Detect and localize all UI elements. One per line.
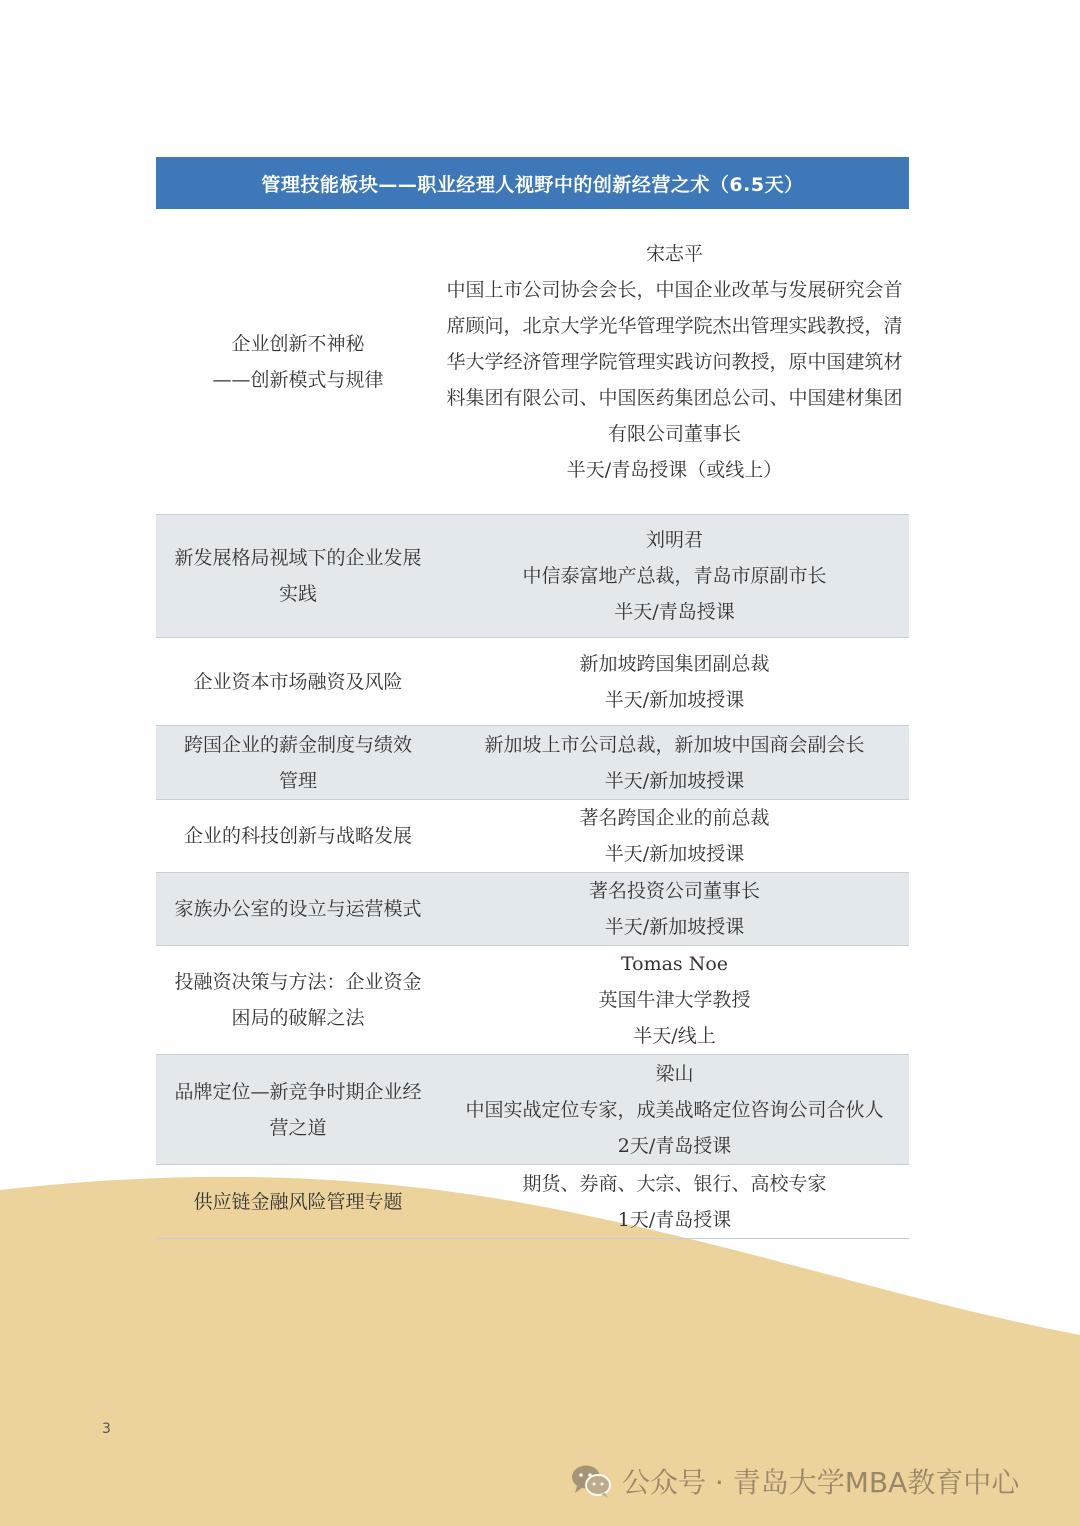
instructor-title: 中信泰富地产总裁，青岛市原副市长 — [522, 565, 827, 587]
instructor-cell — [440, 726, 909, 799]
schedule-text: 半天/线上 — [633, 1025, 716, 1047]
table-row — [156, 638, 909, 726]
topic-cell — [156, 638, 440, 725]
topic-line: ——创新模式与规律 — [212, 368, 384, 391]
watermark — [570, 1461, 1019, 1501]
table-row — [156, 726, 909, 800]
instructor-name: 刘明君 — [645, 529, 703, 551]
schedule-text: 半天/青岛授课（或线上） — [566, 458, 783, 481]
schedule-text: 半天/新加坡授课 — [604, 769, 745, 792]
topic-line: 家族办公室的设立与运营模式 — [174, 898, 422, 920]
topic-line: 新发展格局视域下的企业发展 — [174, 547, 422, 569]
topic-line: 企业的科技创新与战略发展 — [183, 825, 412, 847]
instructor-title: 著名跨国企业的前总裁 — [579, 807, 770, 829]
schedule-text: 1天/青岛授课 — [617, 1208, 732, 1231]
schedule-text: 半天/新加坡授课 — [604, 688, 745, 711]
course-table — [156, 157, 909, 1239]
instructor-title: 著名投资公司董事长 — [588, 880, 760, 902]
instructor-cell — [440, 873, 909, 945]
instructor-name: Tomas Noe — [620, 953, 729, 975]
topic-line: 管理 — [278, 769, 317, 792]
instructor-title: 中国实战定位专家，成美战略定位咨询公司合伙人 — [465, 1098, 884, 1121]
table-row — [156, 1055, 909, 1165]
instructor-bio — [440, 272, 908, 452]
topic-line: 供应链金融风险管理专题 — [193, 1190, 403, 1213]
table-row — [156, 873, 909, 946]
instructor-cell — [440, 515, 909, 637]
topic-cell — [156, 1165, 440, 1238]
table-row — [156, 209, 909, 515]
topic-cell — [156, 873, 440, 945]
table-row — [156, 800, 909, 873]
instructor-title: 新加坡跨国集团副总裁 — [579, 652, 770, 675]
instructor-cell — [440, 1165, 909, 1238]
topic-cell — [156, 726, 440, 799]
topic-cell — [156, 515, 440, 637]
topic-cell — [156, 946, 440, 1054]
schedule-text: 2天/青岛授课 — [617, 1134, 732, 1157]
wechat-icon — [570, 1463, 612, 1499]
table-header-title: 管理技能板块——职业经理人视野中的创新经营之术（6.5天） — [261, 173, 804, 196]
instructor-cell — [440, 800, 909, 872]
topic-line: 实践 — [278, 583, 317, 605]
topic-cell — [156, 209, 440, 514]
schedule-text: 半天/青岛授课 — [614, 601, 735, 623]
instructor-title: 英国牛津大学教授 — [598, 989, 751, 1011]
topic-line: 投融资决策与方法：企业资金 — [174, 971, 422, 993]
bio-line: 有限公司董事长 — [607, 422, 741, 445]
bio-line: 中国上市公司协会会长，中国企业改革与发展研究会首 — [446, 278, 903, 301]
table-row — [156, 946, 909, 1055]
topic-line: 企业创新不神秘 — [231, 332, 365, 355]
topic-cell — [156, 800, 440, 872]
schedule-text: 半天/新加坡授课 — [604, 843, 745, 865]
instructor-name: 宋志平 — [645, 242, 703, 265]
instructor-cell — [440, 638, 909, 725]
instructor-title: 新加坡上市公司总裁，新加坡中国商会副会长 — [484, 733, 865, 756]
instructor-name: 梁山 — [655, 1062, 694, 1085]
topic-cell — [156, 1055, 440, 1164]
bio-line: 料集团有限公司、中国医药集团总公司、中国建材集团 — [446, 386, 903, 409]
instructor-cell — [440, 209, 909, 514]
topic-line: 营之道 — [269, 1116, 327, 1139]
bio-line: 华大学经济管理学院管理实践访问教授，原中国建筑材 — [446, 350, 903, 373]
schedule-text: 半天/新加坡授课 — [604, 916, 745, 938]
instructor-cell — [440, 946, 909, 1054]
instructor-cell — [440, 1055, 909, 1164]
bio-line: 席顾问，北京大学光华管理学院杰出管理实践教授，清 — [446, 314, 903, 337]
table-row — [156, 515, 909, 638]
topic-line: 跨国企业的薪金制度与绩效 — [183, 733, 412, 756]
instructor-title: 期货、券商、大宗、银行、高校专家 — [522, 1172, 827, 1195]
topic-line: 企业资本市场融资及风险 — [193, 670, 403, 693]
table-row — [156, 1165, 909, 1239]
table-header — [156, 157, 909, 209]
topic-line: 品牌定位—新竞争时期企业经 — [174, 1080, 422, 1103]
watermark-text: 公众号 · 青岛大学MBA教育中心 — [622, 1466, 1020, 1499]
topic-line: 困局的破解之法 — [231, 1007, 365, 1029]
page-number: 3 — [102, 1421, 111, 1437]
